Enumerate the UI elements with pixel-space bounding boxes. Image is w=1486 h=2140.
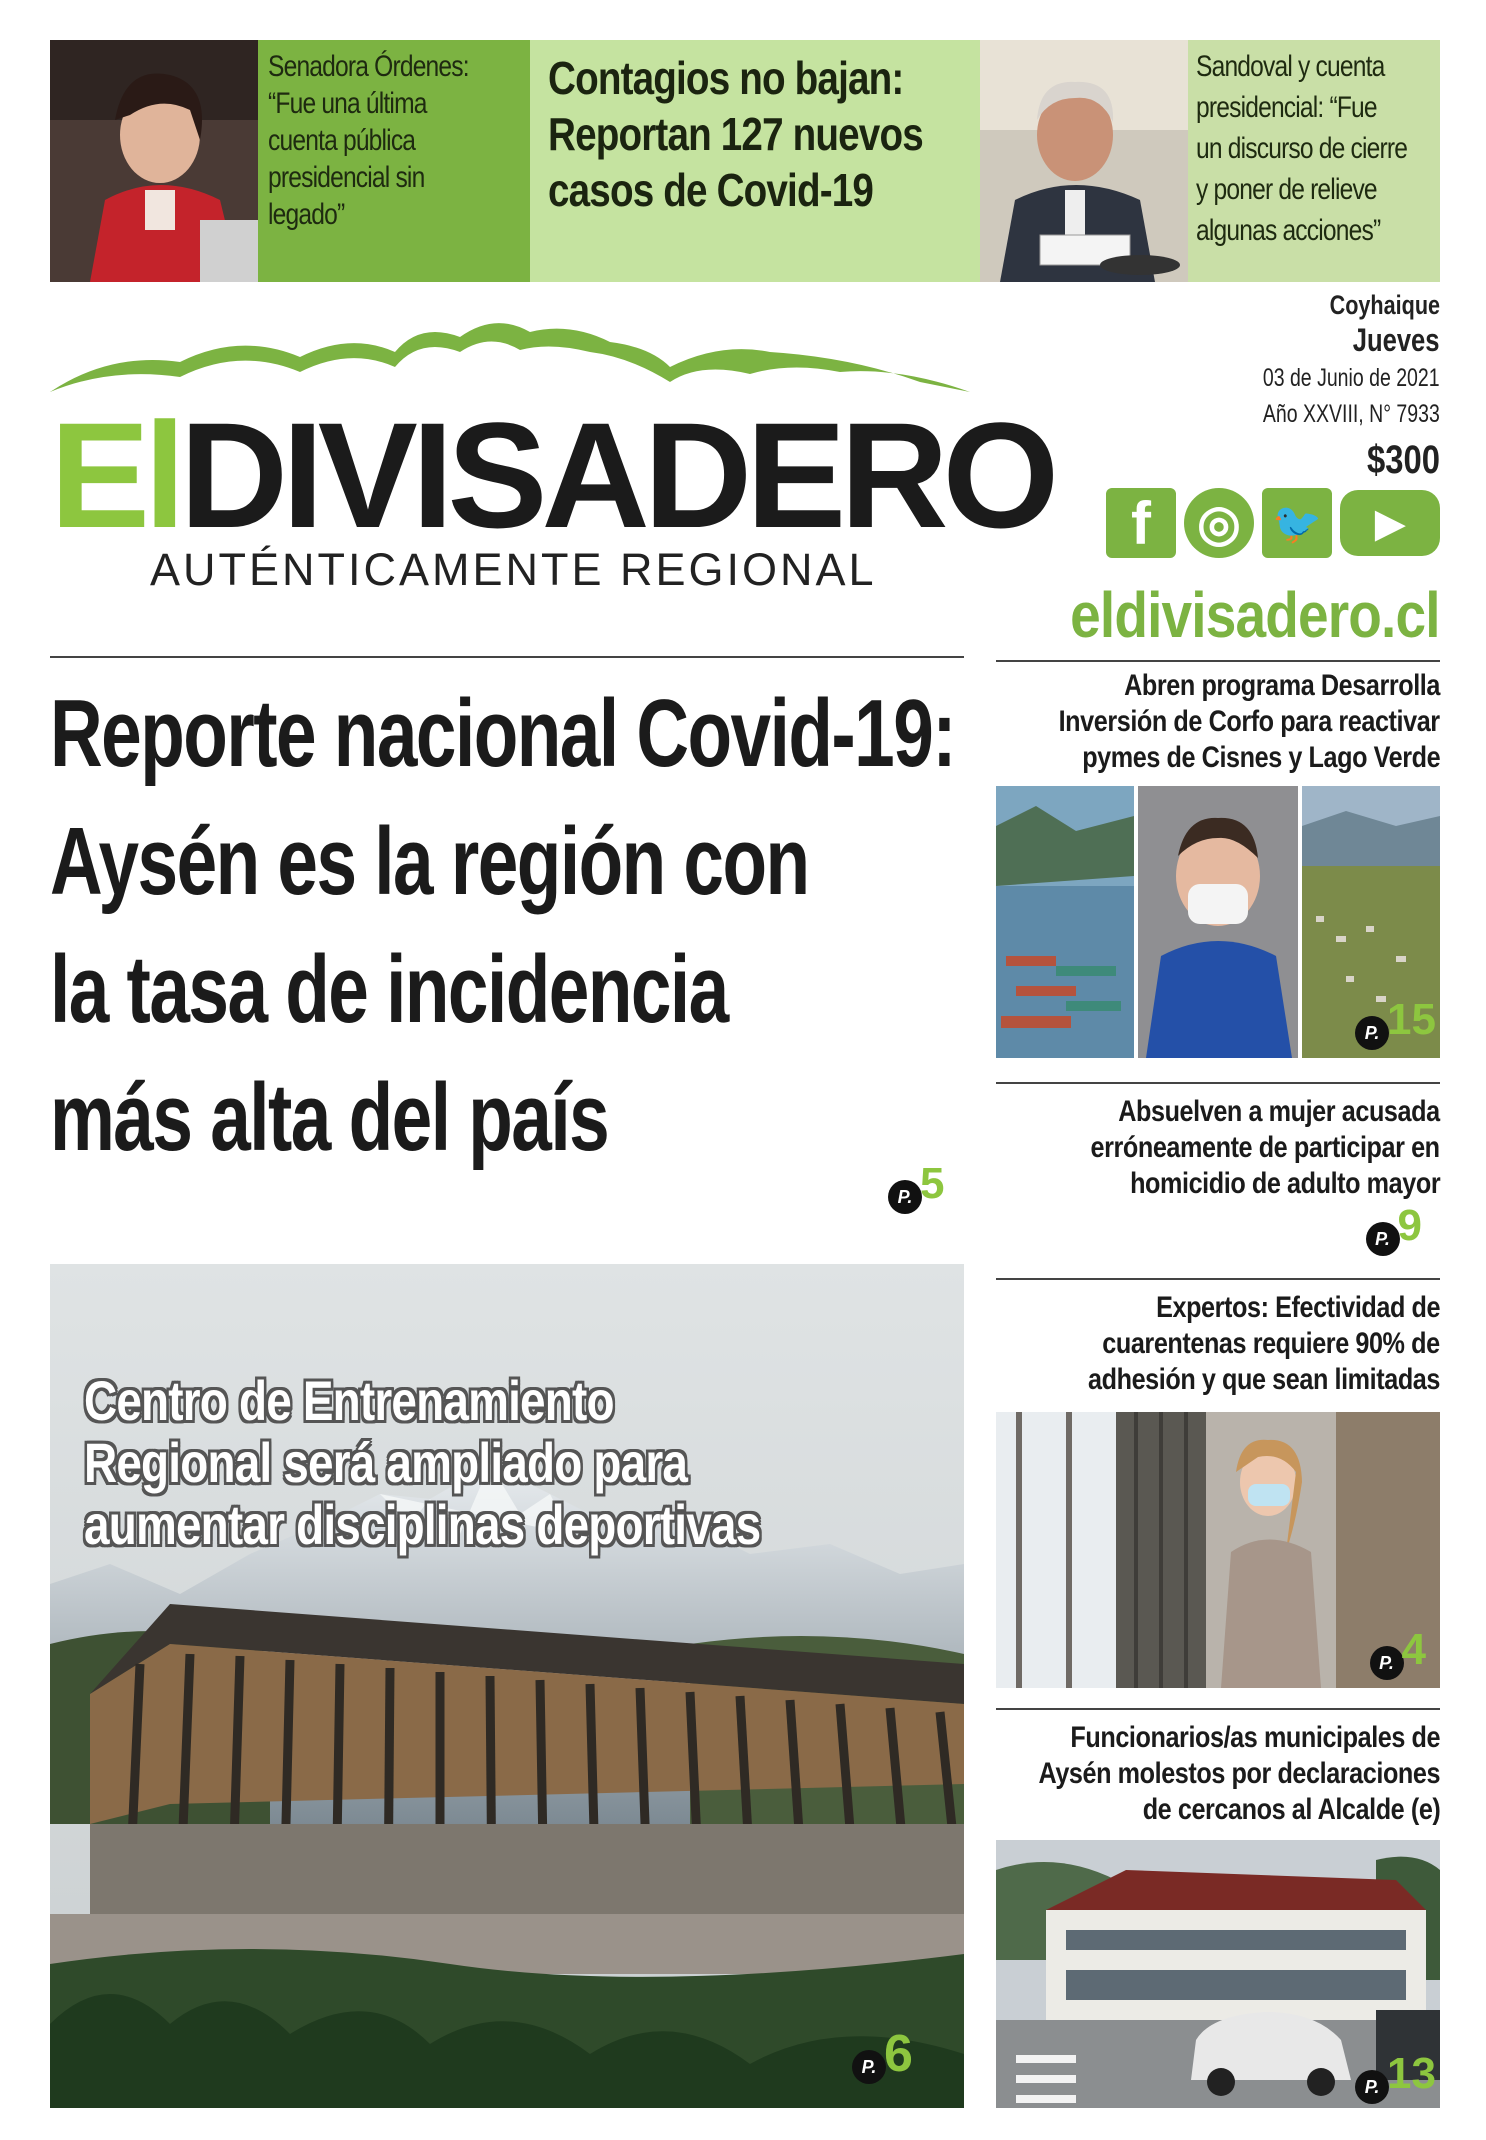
main-headline-line: la tasa de incidencia (50, 936, 728, 1043)
main-divider (50, 656, 964, 658)
page-prefix: P. (1355, 2070, 1389, 2104)
page-prefix: P. (1355, 1016, 1389, 1050)
sidebar-story-funcionarios[interactable] (996, 1720, 1440, 2114)
main-page-ref[interactable] (888, 1159, 945, 1214)
sandoval-headline-line: presidencial: “Fue (1196, 91, 1377, 124)
price: $300 (1367, 438, 1440, 482)
page-number: 6 (884, 2025, 913, 2083)
senator-headline-line: “Fue una última (268, 87, 427, 120)
sidebar-headline-line: de cercanos al Alcalde (e) (1142, 1793, 1440, 1826)
sandoval-headline-line: un discurso de cierre (1196, 132, 1408, 165)
sidebar-headline-line: Inversión de Corfo para reactivar (1058, 705, 1440, 738)
senator-headline-line: Senadora Órdenes: (268, 50, 469, 83)
main-story[interactable] (50, 670, 964, 1210)
sandoval-headline-line: y poner de relieve (1196, 173, 1377, 206)
website-link[interactable]: eldivisadero.cl (1070, 579, 1440, 651)
weekday: Jueves (1353, 322, 1440, 358)
facebook-icon[interactable]: f (1106, 488, 1176, 558)
sidebar-headline-line: Funcionarios/as municipales de (1070, 1721, 1440, 1754)
sidebar-divider (996, 1278, 1440, 1280)
page-number: 9 (1397, 1201, 1422, 1250)
senator-photo[interactable] (50, 40, 258, 282)
covid-headline-line: casos de Covid-19 (548, 164, 874, 216)
top-strip (50, 40, 1440, 282)
sandoval-headline-line: algunas acciones” (1196, 214, 1381, 247)
issue-number: Año XXVIII, N° 7933 (1263, 400, 1440, 428)
sidebar-page-ref[interactable] (1355, 995, 1436, 1050)
senator-headline-line: legado” (268, 198, 345, 231)
sidebar-headline-line: erróneamente de participar en (1090, 1131, 1440, 1164)
sidebar-headline-line: pymes de Cisnes y Lago Verde (1082, 741, 1440, 774)
page-prefix: P. (1370, 1646, 1404, 1680)
page-number: 13 (1387, 2049, 1436, 2098)
page-prefix: P. (1366, 1222, 1400, 1256)
covid-headline-line: Reportan 127 nuevos (548, 108, 923, 160)
logo-tagline: AUTÉNTICAMENTE REGIONAL (150, 544, 877, 595)
sidebar-headline-line: adhesión y que sean limitadas (1088, 1363, 1440, 1396)
city: Coyhaique (1329, 290, 1440, 320)
main-headline-line: más alta del país (50, 1064, 609, 1171)
page-number: 4 (1401, 1625, 1426, 1674)
sandoval-headline-line: Sandoval y cuenta (1196, 50, 1385, 83)
main-headline-line: Aysén es la región con (50, 808, 809, 915)
page-prefix: P. (888, 1180, 922, 1214)
sidebar-headline-line: Abren programa Desarrolla (1124, 669, 1440, 702)
page-number: 15 (1387, 995, 1436, 1044)
sidebar-story-cuarentenas[interactable] (996, 1290, 1440, 1690)
date: 03 de Junio de 2021 (1263, 364, 1440, 392)
youtube-icon[interactable]: ▶ (1340, 490, 1440, 556)
twitter-icon[interactable]: 🐦 (1262, 488, 1332, 558)
sandoval-headline-box[interactable] (1188, 40, 1440, 282)
feature-story[interactable] (50, 1264, 964, 2108)
page-prefix: P. (852, 2050, 886, 2084)
feature-headline-line: Regional será ampliado para (84, 1431, 688, 1494)
logo-el: El (50, 391, 180, 559)
sidebar-story-absuelven[interactable] (996, 1094, 1440, 1270)
feature-headline (84, 1370, 909, 1556)
sidebar-page-ref[interactable] (1370, 1625, 1426, 1680)
social-icons (1106, 486, 1440, 560)
sidebar-headline-line: Expertos: Efectividad de (1155, 1291, 1440, 1324)
feature-page-ref[interactable] (852, 2025, 913, 2084)
senator-headline-line: presidencial sin (268, 161, 425, 194)
sidebar-headline-line: cuarentenas requiere 90% de (1102, 1327, 1440, 1360)
logo[interactable] (50, 312, 1054, 602)
sidebar-headline-line: Absuelven a mujer acusada (1118, 1095, 1440, 1128)
logo-divisadero: DIVISADERO (179, 391, 1054, 559)
logo-wordmark (50, 391, 1054, 559)
feature-headline-line: Centro de Entrenamiento (84, 1369, 614, 1432)
senator-headline-line: cuenta pública (268, 124, 416, 157)
sidebar-divider (996, 660, 1440, 662)
page-number: 5 (920, 1159, 945, 1208)
mountain-logo-icon (50, 312, 970, 402)
sidebar-story-corfo[interactable] (996, 668, 1440, 1068)
sidebar-page-ref[interactable] (1366, 1201, 1422, 1256)
sidebar-headline-line: homicidio de adulto mayor (1129, 1167, 1440, 1200)
sidebar-headline-line: Aysén molestos por declaraciones (1038, 1757, 1440, 1790)
sidebar-divider (996, 1082, 1440, 1084)
senator-headline-box[interactable] (258, 40, 530, 282)
sidebar-divider (996, 1708, 1440, 1710)
sidebar-page-ref[interactable] (1355, 2049, 1436, 2104)
covid-headline-box[interactable] (530, 40, 980, 282)
instagram-icon[interactable]: ◎ (1184, 488, 1254, 558)
covid-headline-line: Contagios no bajan: (548, 52, 904, 104)
feature-headline-line: aumentar disciplinas deportivas (84, 1493, 761, 1556)
main-headline-line: Reporte nacional Covid-19: (50, 680, 956, 787)
sandoval-photo[interactable] (980, 40, 1188, 282)
